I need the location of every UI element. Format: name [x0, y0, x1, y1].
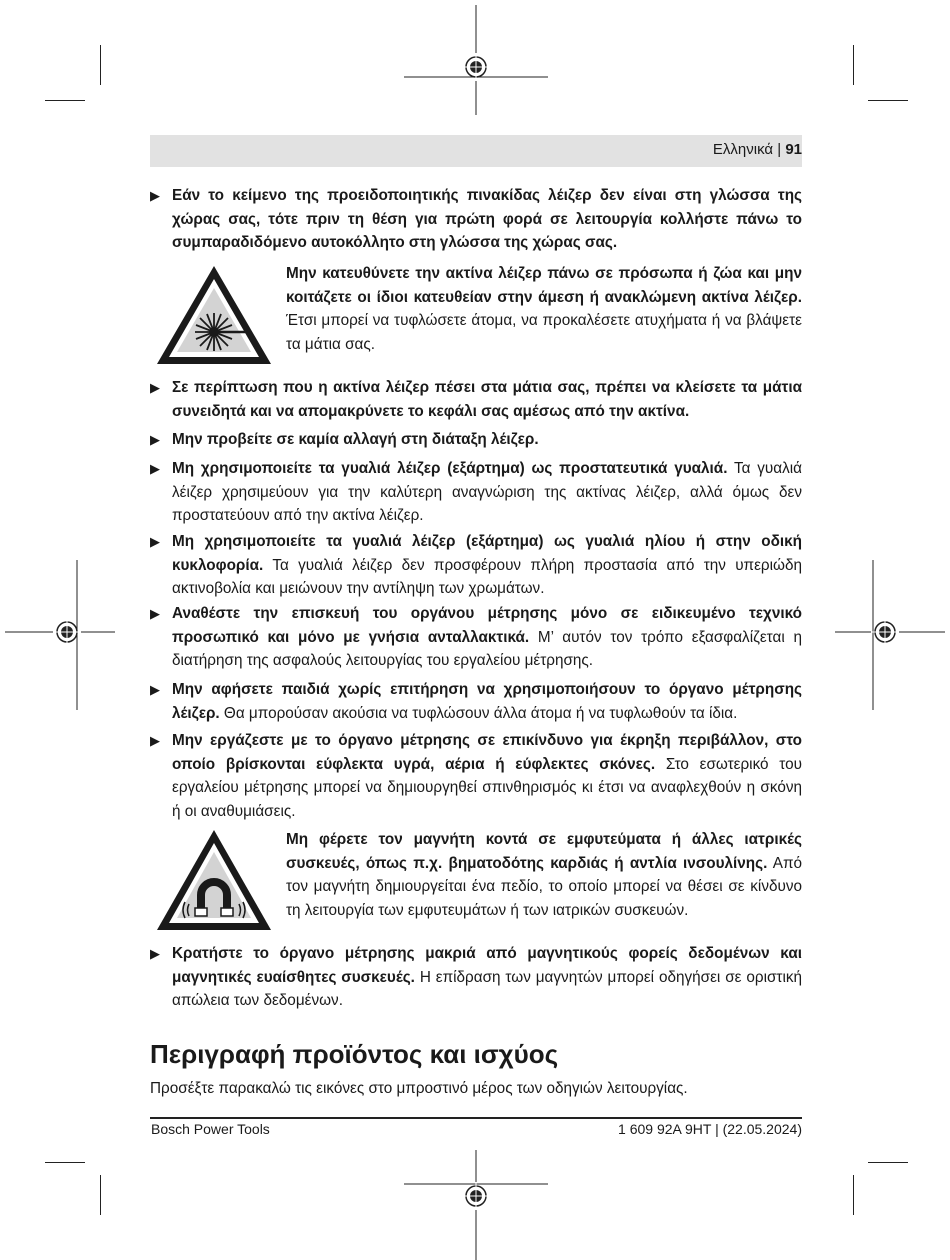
list-item [150, 530, 802, 601]
item-bold-text: Αναθέστε την επισκευή του οργάνου μέτρησης μόνο σε ειδικευμένο τεχνικό προσωπικό και μόνο με γνήσια ανταλλακτικά. [172, 605, 802, 646]
footer-doc-number: 1 609 92A 9HT | (22.05.2024) [618, 1121, 802, 1137]
item-text: Η επίδραση των μαγνητών μπορεί οδηγήσει σε οριστική απώλεια των δεδομένων. [172, 968, 803, 1009]
bullet-arrow-icon: ▶ [150, 733, 160, 748]
bullet-arrow-icon: ▶ [150, 606, 160, 621]
item-text: Στο εσωτερικό του εργαλείου μέτρησης μπορεί να δημιουργηθεί σπινθηρισμός κι έτσι να αναφλεχθούν η σκόνη ή οι αναθυμιάσεις. [172, 755, 802, 820]
section-heading: Περιγραφή προϊόντος και ισχύος [150, 1039, 559, 1069]
list-item [150, 184, 802, 255]
bullet-arrow-icon: ▶ [150, 461, 160, 476]
list-item [150, 678, 802, 725]
item-text: Μ’ αυτόν τον τρόπο εξασφαλίζεται η διατήρηση της ασφαλούς λειτουργίας του εργαλείου μέτρησης. [172, 628, 802, 669]
registration-mark-icon [400, 5, 550, 115]
laser-warning-icon [155, 264, 273, 366]
page-header [713, 141, 802, 158]
crop-mark [868, 100, 908, 101]
registration-mark-icon [400, 1150, 550, 1260]
crop-mark [853, 1175, 854, 1215]
item-bold-text: Μην προβείτε σε καμία αλλαγή στη διάταξη λέιζερ. [172, 431, 539, 448]
bullet-arrow-icon: ▶ [150, 188, 160, 203]
section-intro: Προσέξτε παρακαλώ τις εικόνες στο μπροστινό μέρος των οδηγιών λειτουργίας. [150, 1080, 688, 1097]
crop-mark [45, 1162, 85, 1163]
magnet-warning-text [286, 828, 802, 922]
bullet-arrow-icon: ▶ [150, 534, 160, 549]
footer-divider [150, 1117, 802, 1119]
item-text: Τα γυαλιά λέιζερ χρησιμεύουν για την καλύτερη αναγνώριση της ακτίνας λέιζερ, αλλά όμως δεν προστατεύουν από την ακτίνα λέιζερ. [172, 460, 802, 524]
bullet-arrow-icon: ▶ [150, 432, 160, 447]
list-item [150, 376, 802, 423]
bullet-arrow-icon: ▶ [150, 380, 160, 395]
registration-mark-icon [5, 560, 115, 710]
list-item [150, 942, 802, 1013]
item-bold-text: Κρατήστε το όργανο μέτρησης μακριά από μαγνητικούς φορείς δεδομένων και μαγνητικές ευαίσθητες συσκευές. [172, 945, 802, 986]
item-bold-text: Μην εργάζεστε με το όργανο μέτρησης σε επικίνδυνο για έκρηξη περιβάλλον, στο οποίο βρίσκονται εύφλεκτα υγρά, αέρια ή εύφλεκτες σκόνες. [172, 732, 802, 773]
laser-warning-normal: Έτσι μπορεί να τυφλώσετε άτομα, να προκαλέσετε ατυχήματα ή να βλάψετε τα μάτια σας. [286, 312, 802, 353]
crop-mark [868, 1162, 908, 1163]
item-bold-text: Σε περίπτωση που η ακτίνα λέιζερ πέσει στα μάτια σας, πρέπει να κλείσετε τα μάτια συνειδητά και να απομακρύνετε το κεφάλι σας αμέσως από την ακτίνα. [172, 379, 802, 420]
page-header-bar [150, 135, 802, 167]
item-bold-text: Μη χρησιμοποιείτε τα γυαλιά λέιζερ (εξάρτημα) ως προστατευτικά γυαλιά. [172, 460, 728, 477]
magnet-warning-bold: Μη φέρετε τον μαγνήτη κοντά σε εμφυτεύματα ή άλλες ιατρικές συσκευές, όπως π.χ. βηματοδότης καρδιάς ή αντλία ινσουλίνης. [286, 831, 802, 872]
crop-mark [100, 45, 101, 85]
crop-mark [100, 1175, 101, 1215]
crop-mark [853, 45, 854, 85]
registration-mark-icon [835, 560, 945, 710]
header-separator: | [777, 141, 782, 158]
item-text: Θα μπορούσαν ακούσια να τυφλώσουν άλλα άτομα ή να τυφλωθούν τα ίδια. [219, 704, 738, 722]
list-item [150, 729, 802, 823]
bullet-arrow-icon: ▶ [150, 946, 160, 961]
item-bold-text: Εάν το κείμενο της προειδοποιητικής πινακίδας λέιζερ δεν είναι στη γλώσσα της χώρας σας, τότε πριν τη θέση για πρώτη φορά σε λειτουργία κολλήστε πάνω το συμπαραδιδόμενο αυτοκόλλητο στη γλώσσα της χώρας σας. [172, 187, 802, 251]
item-bold-text: Μην αφήσετε παιδιά χωρίς επιτήρηση να χρησιμοποιήσουν το όργανο μέτρησης λέιζερ. [172, 681, 802, 722]
laser-warning-text [286, 262, 802, 356]
list-item [150, 602, 802, 673]
page-number: 91 [785, 141, 802, 158]
magnet-warning-icon [155, 828, 273, 932]
header-language: Ελληνικά [712, 141, 774, 158]
laser-warning-bold: Μην κατευθύνετε την ακτίνα λέιζερ πάνω σε πρόσωπα ή ζώα και μην κοιτάζετε οι ίδιοι κατευθείαν στην άμεση ή ανακλώμενη ακτίνα λέιζερ. [286, 265, 802, 306]
magnet-warning-normal: Από τον μαγνήτη δημιουργείται ένα πεδίο, το οποίο μπορεί να θέσει σε κίνδυνο τη λειτουργία των εμφυτευμάτων ή των ιατρικών συσκευών. [286, 854, 803, 919]
item-bold-text: Μη χρησιμοποιείτε τα γυαλιά λέιζερ (εξάρτημα) ως γυαλιά ηλίου ή στην οδική κυκλοφορία. [172, 533, 802, 574]
list-item [150, 457, 802, 528]
bullet-arrow-icon: ▶ [150, 682, 160, 697]
footer-publisher: Bosch Power Tools [151, 1121, 270, 1137]
item-text: Τα γυαλιά λέιζερ δεν προσφέρουν πλήρη προστασία από την υπεριώδη ακτινοβολία και μειώνουν την αντίληψη των χρωμάτων. [172, 556, 802, 597]
crop-mark [45, 100, 85, 101]
list-item [150, 428, 802, 452]
